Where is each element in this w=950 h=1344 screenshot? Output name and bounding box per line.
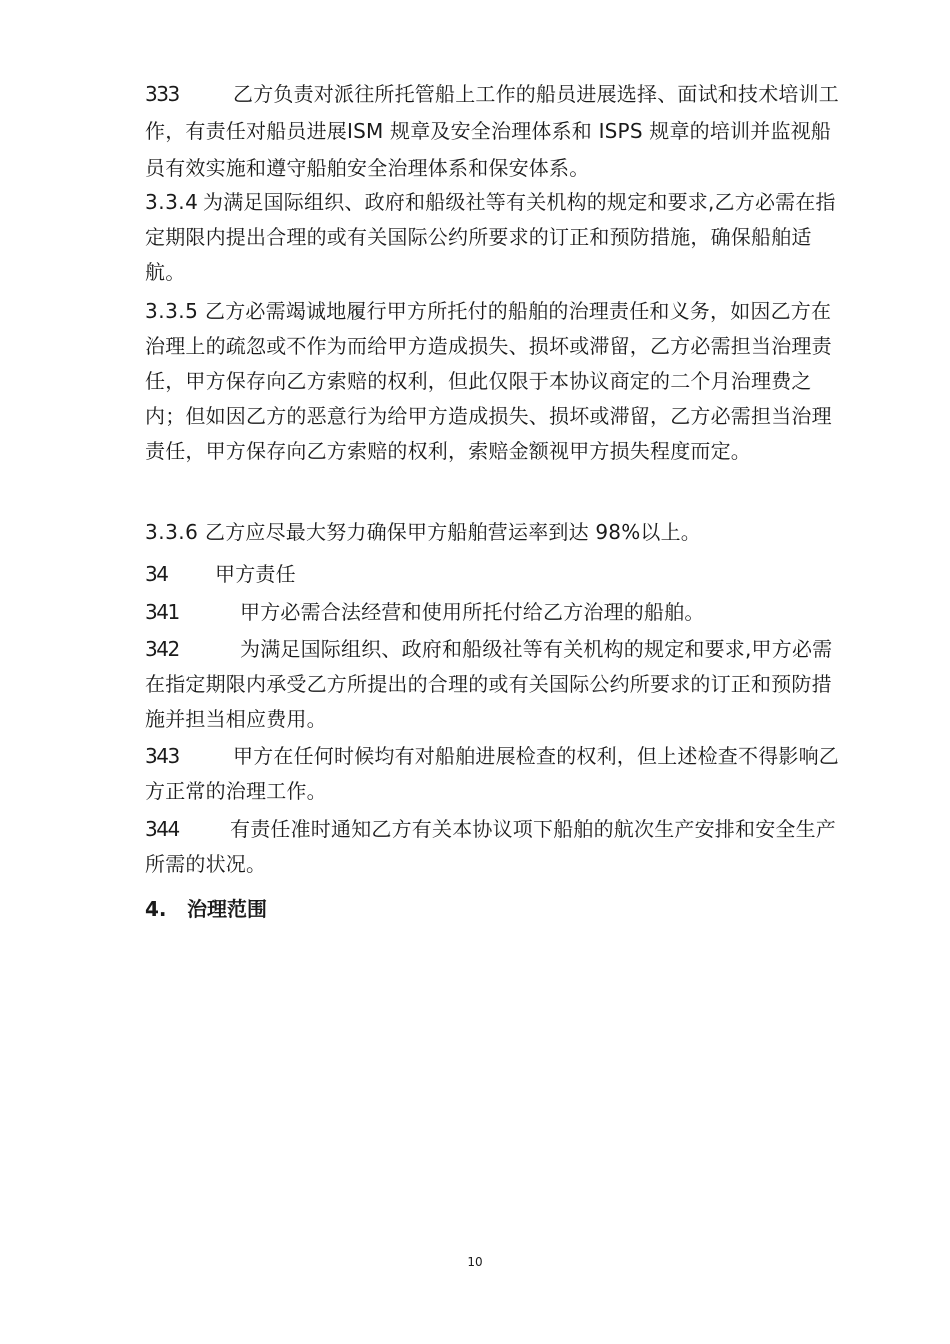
- clause-text: 乙方负责对派往所托管船上工作的船员进展选择、面试和技术培训工作，有责任对船员进展ISM 规章及安全治理体系和 ISPS 规章的培训并监视船员有效实施和遵守船舶安全治理体系和保安体系。: [145, 82, 839, 180]
- clause-number: 343: [145, 744, 179, 768]
- clause-text: 乙方必需竭诚地履行甲方所托付的船舶的治理责任和义务，如因乙方在治理上的疏忽或不作为而给甲方造成损失、损坏或滞留，乙方必需担当治理责任，甲方保存向乙方索赔的权利，但此仅限于本协议商定的二个月治理费之内；但如因乙方的恶意行为给甲方造成损失、损坏或滞留，乙方必需担当治理责任，甲方保存向乙方索赔的权利，索赔金额视甲方损失程度而定。: [145, 299, 832, 463]
- page-number: 10: [467, 1255, 483, 1269]
- clause-number: 341: [145, 600, 179, 624]
- clause-34: [145, 557, 845, 592]
- clause-text: 有责任准时通知乙方有关本协议项下船舶的航次生产安排和安全生产所需的状况。: [145, 817, 836, 876]
- clause-number: 3.3.5: [145, 299, 199, 323]
- clause-number: 333: [145, 82, 179, 106]
- section-title: 治理范围: [187, 897, 267, 921]
- clause-text: 甲方在任何时候均有对船舶进展检查的权利，但上述检查不得影响乙方正常的治理工作。: [145, 744, 839, 803]
- clause-342: [145, 632, 845, 737]
- section-heading: [145, 892, 267, 927]
- clause-3-3-6: [145, 515, 845, 550]
- clause-number: 34: [145, 562, 168, 586]
- clause-344: [145, 812, 845, 882]
- clause-text: 乙方应尽最大努力确保甲方船舶营运率到达 98%以上。: [205, 520, 702, 544]
- clause-3-3-4: [145, 185, 845, 290]
- clause-text: 为满足国际组织、政府和船级社等有关机构的规定和要求,乙方必需在指定期限内提出合理的或有关国际公约所要求的订正和预防措施，确保船舶适航。: [145, 190, 836, 284]
- clause-text: 甲方责任: [215, 562, 296, 586]
- clause-number: 344: [145, 817, 179, 841]
- clause-341: [145, 595, 845, 630]
- clause-333: [145, 76, 845, 187]
- section-number: 4.: [145, 897, 167, 921]
- clause-3-3-5: [145, 294, 845, 469]
- clause-text: 甲方必需合法经营和使用所托付给乙方治理的船舶。: [240, 600, 705, 624]
- clause-number: 3.3.6: [145, 520, 199, 544]
- clause-number: 3.3.4: [145, 190, 199, 214]
- clause-number: 342: [145, 637, 179, 661]
- clause-text: 为满足国际组织、政府和船级社等有关机构的规定和要求,甲方必需在指定期限内承受乙方所提出的合理的或有关国际公约所要求的订正和预防措施并担当相应费用。: [145, 637, 833, 731]
- clause-343: [145, 739, 845, 809]
